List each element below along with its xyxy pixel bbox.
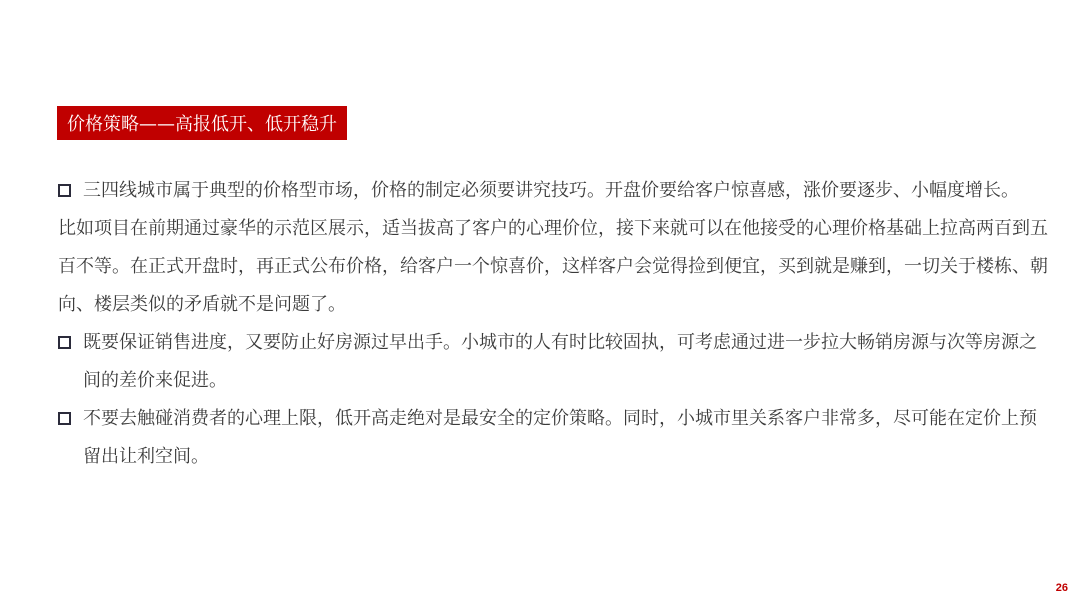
bullet-paragraph-1: [58, 172, 1048, 210]
square-bullet-icon: [58, 336, 71, 349]
slide-title-banner: [57, 106, 347, 140]
paragraph-text: 比如项目在前期通过豪华的示范区展示，适当拔高了客户的心理价位，接下来就可以在他接受的心理价格基础上拉高两百到五百不等。在正式开盘时，再正式公布价格，给客户一个惊喜价，这样客户会觉得捡到便宜，买到就是赚到，一切关于楼栋、朝向、楼层类似的矛盾就不是问题了。: [58, 218, 1048, 315]
bullet-paragraph-2: [58, 324, 1048, 400]
bullet-paragraph-3: [58, 400, 1048, 476]
paragraph-text: 既要保证销售进度，又要防止好房源过早出手。小城市的人有时比较固执，可考虑通过进一步拉大畅销房源与次等房源之间的差价来促进。: [83, 332, 1037, 391]
square-bullet-icon: [58, 412, 71, 425]
page-number: 26: [1055, 582, 1068, 594]
plain-paragraph: [58, 210, 1048, 324]
paragraph-text: 不要去触碰消费者的心理上限，低开高走绝对是最安全的定价策略。同时，小城市里关系客户非常多，尽可能在定价上预留出让利空间。: [83, 408, 1037, 467]
paragraph-text: 三四线城市属于典型的价格型市场，价格的制定必须要讲究技巧。开盘价要给客户惊喜感，涨价要逐步、小幅度增长。: [83, 180, 1019, 201]
square-bullet-icon: [58, 184, 71, 197]
slide-title: 价格策略——高报低开、低开稳升: [67, 114, 337, 135]
slide-body: [58, 172, 1048, 476]
